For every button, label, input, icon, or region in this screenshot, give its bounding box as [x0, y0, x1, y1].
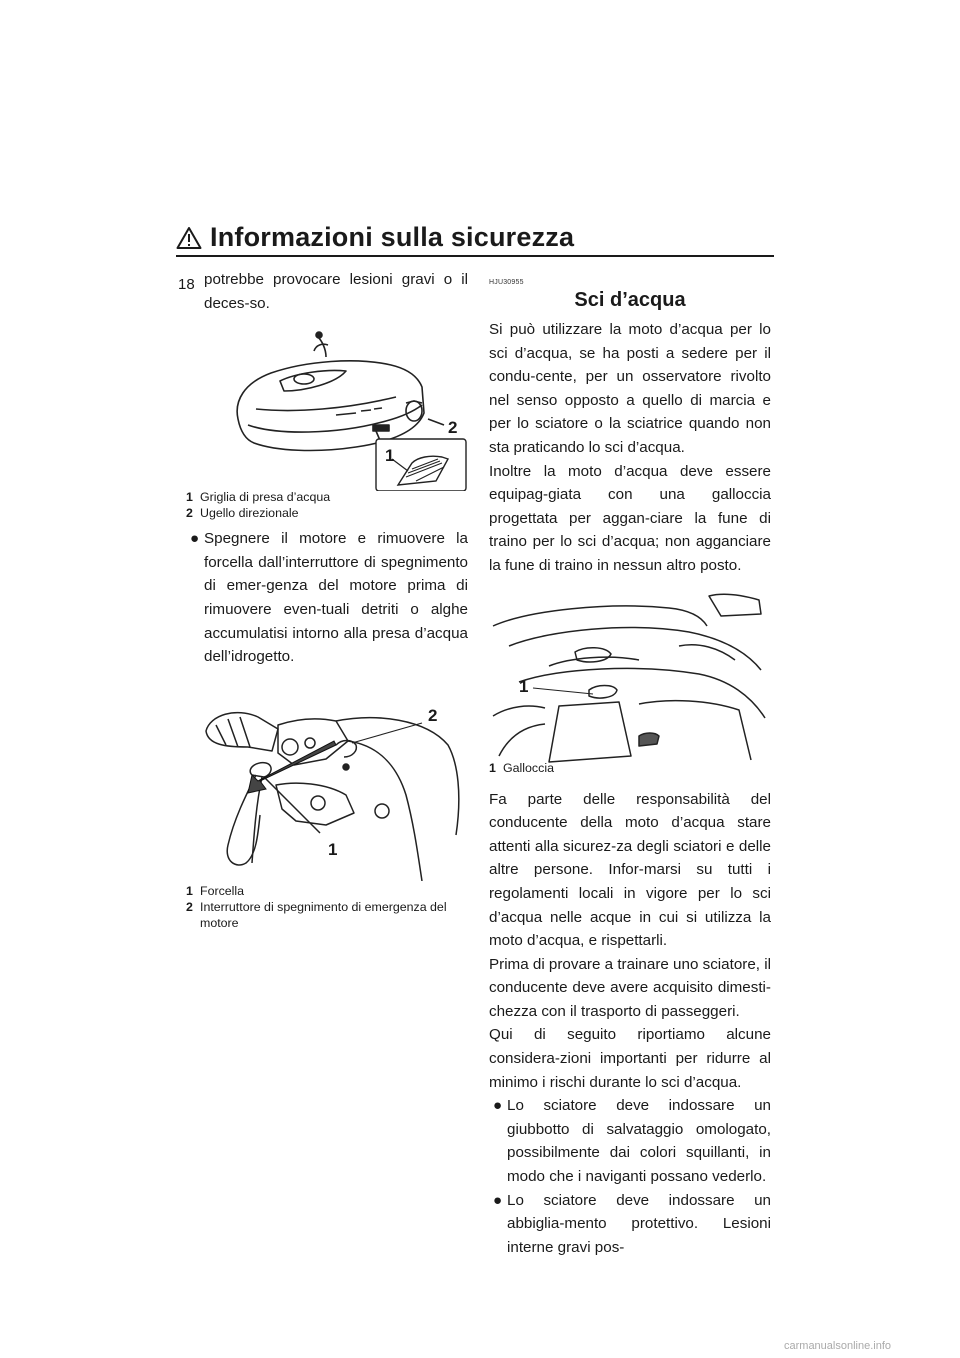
bullet-item: ● Lo sciatore deve indossare un abbiglia-mento protettivo. Lesioni interne gravi pos- — [489, 1189, 771, 1260]
caption-row: 1 Galloccia — [489, 760, 554, 775]
callout-2: 2 — [448, 418, 458, 438]
bullet-dot: ● — [493, 1191, 503, 1209]
paragraph: Inoltre la moto d’acqua deve essere equipag-giata con una galloccia progettata per aggan-ciare la fune di traino per lo sci d’acqua; non agganciare la fune di traino in nessun altro posto. — [489, 462, 771, 574]
callout-1: 1 — [519, 676, 529, 696]
section-heading: Sci d’acqua — [574, 289, 686, 311]
continuation-text: potrebbe provocare lesioni gravi o il deces-so. — [204, 271, 468, 312]
bullet-item: ● Lo sciatore deve indossare un giubbotto di salvataggio omologato, possibilmente dai colori squillanti, in modo che i naviganti possano vederlo. — [489, 1094, 771, 1188]
figure-jetski — [186, 321, 468, 521]
figure-caption — [186, 883, 468, 931]
header-rule — [176, 255, 774, 257]
page-title: Informazioni sulla sicurezza — [210, 222, 575, 252]
handlebar-illustration — [186, 685, 468, 881]
caption-row: 1 Forcella — [186, 883, 245, 898]
figure-caption — [186, 489, 468, 521]
right-column — [489, 278, 771, 1259]
paragraph: Prima di provare a trainare uno sciatore, il conducente deve avere acquisito dimesti-chezza con il trasporto di passeggeri. — [489, 955, 771, 1020]
left-column — [186, 268, 468, 931]
callout-1: 1 — [328, 839, 338, 859]
caption-row: 2 Ugello direzionale — [186, 506, 299, 521]
figure-handlebar — [186, 685, 468, 931]
figure-caption — [489, 760, 771, 776]
bullet-dot: ● — [493, 1097, 503, 1115]
callout-1: 1 — [385, 446, 395, 466]
jetski-illustration — [186, 321, 468, 491]
page-header — [176, 222, 774, 258]
paragraph: Si può utilizzare la moto d’acqua per lo sci d’acqua, se ha posti a sedere per il condu-cente, per un osservatore rivolto nel senso opposto a quello di marcia e per lo sciatore o la sciatrice quando non sta praticando lo sci d’acqua. — [489, 321, 771, 456]
bullet-item: ● Spegnere il motore e rimuovere la forcella dall’interruttore di spegnimento di emer-genza del motore prima di rimuovere even-tuali detriti o alghe accumulatisi intorno alla presa d’acqua dell’idrogetto. — [186, 527, 468, 669]
page-number: 18 — [178, 276, 195, 293]
paragraph: Fa parte delle responsabilità del conducente della moto d’acqua stare attenti alla sicurez-za degli sciatori e delle altre persone. Infor-marsi su tutti i regolamenti locali in vigore per lo sci d’acqua nelle acque in cui si utilizza la moto d’acqua, e rispettarli. — [489, 790, 771, 950]
caption-row: 2 Interruttore di spegnimento di emergenza del motore — [186, 899, 447, 930]
paragraph: Qui di seguito riportiamo alcune considera-zioni importanti per ridurre al minimo i rischi durante lo sci d’acqua. — [489, 1026, 771, 1091]
bullet-dot: ● — [190, 530, 200, 548]
galloccia-illustration — [489, 586, 771, 766]
figure-galloccia — [489, 586, 771, 776]
watermark: carmanualsonline.info — [784, 1340, 892, 1352]
section-code: HJU30955 — [489, 279, 524, 286]
warning-triangle-icon — [176, 226, 202, 250]
caption-row: 1 Griglia di presa d’acqua — [186, 490, 331, 505]
callout-2: 2 — [428, 705, 438, 725]
